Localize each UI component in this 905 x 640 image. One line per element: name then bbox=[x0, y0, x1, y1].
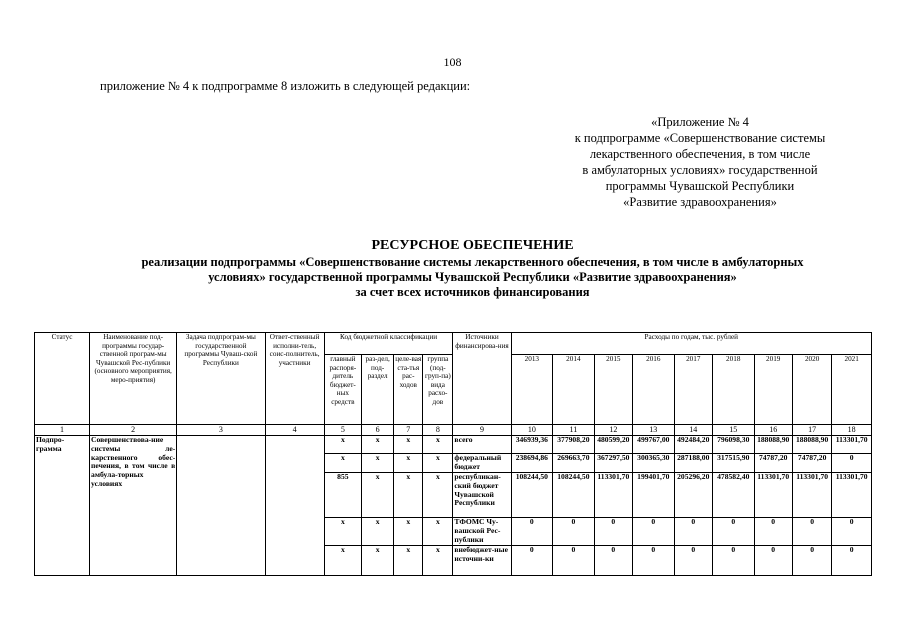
code-cell: x bbox=[423, 436, 453, 454]
source-cell: федеральный бюджет bbox=[453, 454, 511, 473]
code-cell: x bbox=[394, 454, 423, 473]
value-cell: 0 bbox=[712, 546, 754, 576]
title-line: за счет всех источников финансирования bbox=[355, 285, 590, 299]
value-cell: 480599,20 bbox=[594, 436, 632, 454]
value-cell: 113301,70 bbox=[594, 473, 632, 518]
value-cell: 0 bbox=[511, 546, 553, 576]
code-cell: x bbox=[423, 546, 453, 576]
value-cell: 0 bbox=[832, 546, 872, 576]
value-cell: 188088,90 bbox=[754, 436, 792, 454]
header-year: 2018 bbox=[712, 355, 754, 425]
column-number: 1 bbox=[35, 425, 90, 436]
code-cell: x bbox=[324, 546, 361, 576]
value-cell: 108244,50 bbox=[553, 473, 595, 518]
column-number: 11 bbox=[553, 425, 595, 436]
column-number: 6 bbox=[362, 425, 394, 436]
column-number-row bbox=[35, 425, 872, 436]
value-cell: 205296,20 bbox=[674, 473, 712, 518]
value-cell: 108244,50 bbox=[511, 473, 553, 518]
row-status: Подпро-грамма bbox=[35, 436, 90, 576]
column-number: 15 bbox=[712, 425, 754, 436]
value-cell: 0 bbox=[594, 546, 632, 576]
header-budget-sub: главный распоря-дитель бюджет-ных средств bbox=[324, 355, 361, 425]
appendix-line: программы Чувашской Республики bbox=[605, 179, 795, 193]
title-heading: РЕСУРСНОЕ ОБЕСПЕЧЕНИЕ bbox=[371, 238, 574, 253]
source-cell: внебюджет-ные источни-ки bbox=[453, 546, 511, 576]
value-cell: 238694,86 bbox=[511, 454, 553, 473]
value-cell: 0 bbox=[712, 518, 754, 546]
value-cell: 0 bbox=[594, 518, 632, 546]
code-cell: x bbox=[324, 454, 361, 473]
header-task: Задача подпрограм-мы государственной программы Чуваш-ской Республики bbox=[177, 333, 265, 425]
value-cell: 113301,70 bbox=[754, 473, 792, 518]
value-cell: 287188,00 bbox=[674, 454, 712, 473]
header-executor: Ответ-ственный исполни-тель, соис-полнитель, участники bbox=[265, 333, 324, 425]
value-cell: 478582,40 bbox=[712, 473, 754, 518]
code-cell: x bbox=[423, 518, 453, 546]
value-cell: 113301,70 bbox=[792, 473, 831, 518]
value-cell: 113301,70 bbox=[832, 473, 872, 518]
header-year: 2016 bbox=[633, 355, 675, 425]
column-number: 8 bbox=[423, 425, 453, 436]
value-cell: 74787,20 bbox=[792, 454, 831, 473]
value-cell: 0 bbox=[792, 546, 831, 576]
header-year: 2014 bbox=[553, 355, 595, 425]
appendix-line: лекарственного обеспечения, в том числе bbox=[589, 147, 811, 161]
code-cell: x bbox=[362, 454, 394, 473]
source-cell: ТФОМС Чу-вашской Рес-публики bbox=[453, 518, 511, 546]
code-cell: x bbox=[423, 454, 453, 473]
row-task bbox=[177, 436, 265, 576]
value-cell: 199401,70 bbox=[633, 473, 675, 518]
value-cell: 269663,70 bbox=[553, 454, 595, 473]
column-number: 13 bbox=[633, 425, 675, 436]
intro-text: приложение № 4 к подпрограмме 8 изложить в следующей редакции: bbox=[100, 79, 471, 93]
appendix-line: к подпрограмме «Совершенствование системы bbox=[574, 131, 826, 145]
header-expenses: Расходы по годам, тыс. рублей bbox=[511, 333, 871, 355]
code-cell: x bbox=[362, 473, 394, 518]
source-cell: республикан-ский бюджет Чувашской Республики bbox=[453, 473, 511, 518]
column-number: 16 bbox=[754, 425, 792, 436]
column-number: 3 bbox=[177, 425, 265, 436]
value-cell: 113301,70 bbox=[832, 436, 872, 454]
header-status: Статус bbox=[35, 333, 90, 425]
header-year: 2013 bbox=[511, 355, 553, 425]
value-cell: 0 bbox=[633, 546, 675, 576]
header-budget-sub: целе-вая ста-тья рас-ходов bbox=[394, 355, 423, 425]
appendix-line: «Развитие здравоохранения» bbox=[623, 195, 777, 209]
value-cell: 300365,30 bbox=[633, 454, 675, 473]
column-number: 17 bbox=[792, 425, 831, 436]
header-year: 2021 bbox=[832, 355, 872, 425]
appendix-line: в амбулаторных условиях» государственной bbox=[582, 163, 818, 177]
code-cell: x bbox=[324, 518, 361, 546]
header-year: 2019 bbox=[754, 355, 792, 425]
value-cell: 346939,36 bbox=[511, 436, 553, 454]
title-line: условиях» государственной программы Чувашской Республики «Развитие здравоохранения» bbox=[208, 270, 737, 284]
value-cell: 317515,90 bbox=[712, 454, 754, 473]
code-cell: x bbox=[362, 518, 394, 546]
code-cell: x bbox=[362, 546, 394, 576]
value-cell: 0 bbox=[674, 546, 712, 576]
value-cell: 796098,30 bbox=[712, 436, 754, 454]
value-cell: 0 bbox=[754, 546, 792, 576]
value-cell: 74787,20 bbox=[754, 454, 792, 473]
column-number: 18 bbox=[832, 425, 872, 436]
code-cell: x bbox=[324, 436, 361, 454]
page-number: 108 bbox=[443, 55, 462, 69]
code-cell: x bbox=[394, 546, 423, 576]
column-number: 10 bbox=[511, 425, 553, 436]
code-cell: x bbox=[423, 473, 453, 518]
value-cell: 377908,20 bbox=[553, 436, 595, 454]
header-year: 2015 bbox=[594, 355, 632, 425]
row-name: Совершенствова-ние системы ле-карственного обес-печения, в том числе в амбула-торных условиях bbox=[90, 436, 177, 576]
column-number: 14 bbox=[674, 425, 712, 436]
header-budget-code: Код бюджетной классификации bbox=[324, 333, 453, 355]
code-cell: x bbox=[394, 473, 423, 518]
header-budget-sub: раз-дел, под-раздел bbox=[362, 355, 394, 425]
column-number: 12 bbox=[594, 425, 632, 436]
value-cell: 0 bbox=[511, 518, 553, 546]
header-name: Наименование под-программы государ-ственной програм-мы Чувашской Рес-публики (основного мероприятия, меро-приятия) bbox=[90, 333, 177, 425]
value-cell: 0 bbox=[792, 518, 831, 546]
header-year: 2020 bbox=[792, 355, 831, 425]
value-cell: 0 bbox=[754, 518, 792, 546]
column-number: 7 bbox=[394, 425, 423, 436]
value-cell: 492484,20 bbox=[674, 436, 712, 454]
header-budget-sub: группа (под-груп-па) вида расхо-дов bbox=[423, 355, 453, 425]
appendix-line: «Приложение № 4 bbox=[651, 115, 749, 129]
value-cell: 0 bbox=[832, 518, 872, 546]
code-cell: x bbox=[394, 436, 423, 454]
table-row bbox=[35, 436, 872, 454]
appendix-caption bbox=[540, 114, 860, 210]
value-cell: 499767,00 bbox=[633, 436, 675, 454]
column-number: 2 bbox=[90, 425, 177, 436]
column-number: 9 bbox=[453, 425, 511, 436]
column-number: 5 bbox=[324, 425, 361, 436]
value-cell: 188088,90 bbox=[792, 436, 831, 454]
header-year: 2017 bbox=[674, 355, 712, 425]
value-cell: 0 bbox=[553, 518, 595, 546]
column-number: 4 bbox=[265, 425, 324, 436]
code-cell: x bbox=[394, 518, 423, 546]
resource-table bbox=[34, 332, 872, 576]
value-cell: 0 bbox=[674, 518, 712, 546]
value-cell: 367297,50 bbox=[594, 454, 632, 473]
document-title bbox=[40, 238, 905, 300]
code-cell: 855 bbox=[324, 473, 361, 518]
header-source: Источники финансирова-ния bbox=[453, 333, 511, 425]
value-cell: 0 bbox=[832, 454, 872, 473]
value-cell: 0 bbox=[553, 546, 595, 576]
row-executor bbox=[265, 436, 324, 576]
source-cell: всего bbox=[453, 436, 511, 454]
value-cell: 0 bbox=[633, 518, 675, 546]
title-line: реализации подпрограммы «Совершенствование системы лекарственного обеспечения, в том числе в амбулаторных bbox=[141, 255, 804, 269]
code-cell: x bbox=[362, 436, 394, 454]
